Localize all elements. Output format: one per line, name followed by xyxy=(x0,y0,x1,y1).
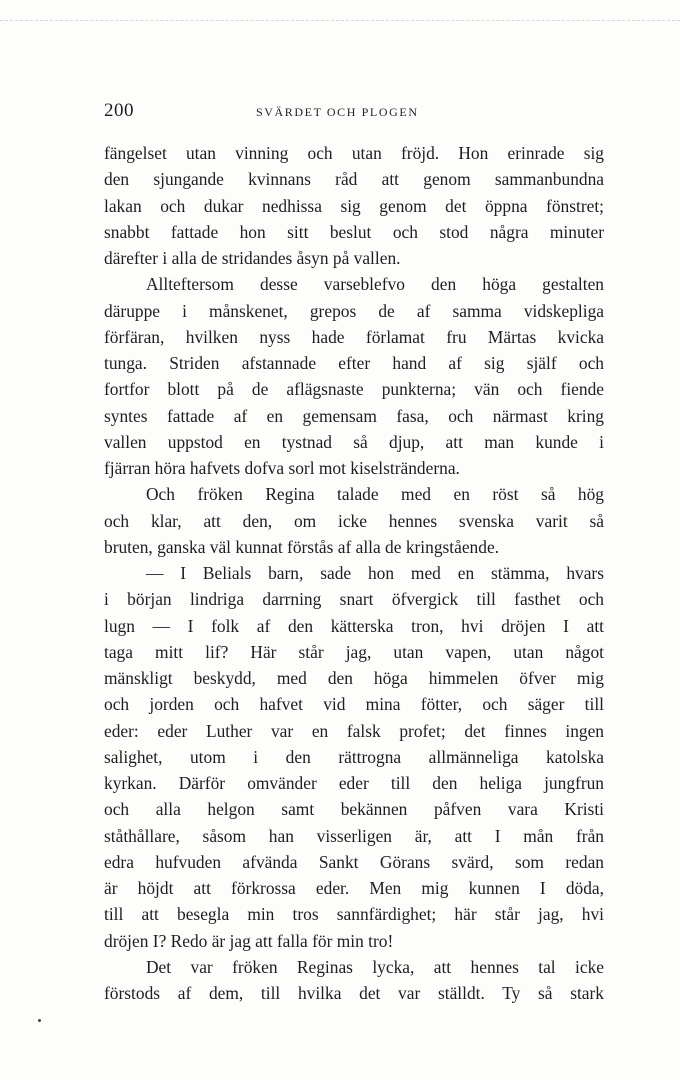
text-line: edra hufvuden afvända Sankt Görans svärd, som redan xyxy=(104,851,604,872)
text-line: och jorden och hafvet vid mina fötter, och säger till xyxy=(104,694,604,715)
text-line: taga mitt lif? Här står jag, utan vapen, utan något xyxy=(104,641,604,662)
scan-edge-line xyxy=(0,20,680,21)
text-line: — I Belials barn, sade hon med en stämma, hvars xyxy=(146,563,604,583)
text-line: snabbt fattade hon sitt beslut och stod några minuter xyxy=(104,221,604,242)
text-line: till att besegla min tros sannfärdighet; här står jag, hvi xyxy=(104,904,604,925)
page-header xyxy=(104,100,604,124)
text-line: den sjungande kvinnans råd att genom sammanbundna xyxy=(104,169,604,190)
text-line: vallen uppstod en tystnad så djup, att man kunde i xyxy=(104,431,604,452)
text-line: Allteftersom desse varseblefvo den höga gestalten xyxy=(146,274,604,295)
text-line: förfäran, hvilken nyss hade förlamat fru Märtas kvicka xyxy=(104,326,604,347)
body-text xyxy=(104,140,604,1006)
text-line: Och fröken Regina talade med en röst så hög xyxy=(146,484,604,505)
page-number: 200 xyxy=(104,100,134,121)
text-line: tunga. Striden afstannade efter hand af sig själf och xyxy=(104,353,604,373)
text-line: därefter i alla de stridandes åsyn på vallen. xyxy=(104,248,401,268)
text-line: är höjdt att förkrossa eder. Men mig kunnen I döda, xyxy=(104,878,604,898)
text-line: och klar, att den, om icke hennes svenska varit så xyxy=(104,510,604,531)
text-line: bruten, ganska väl kunnat förstås af alla de kringstående. xyxy=(104,536,500,557)
text-line: eder: eder Luther var en falsk profet; det finnes ingen xyxy=(104,720,604,741)
text-line: i början lindriga darrning snart öfvergick till fasthet och xyxy=(104,589,604,610)
text-line: fjärran höra hafvets dofva sorl mot kiselstränderna. xyxy=(104,458,460,478)
ink-speck xyxy=(38,1019,41,1022)
text-line: dröjen I? Redo är jag att falla för min tro! xyxy=(104,930,394,951)
text-line: Det var fröken Reginas lycka, att hennes tal icke xyxy=(146,956,604,977)
text-line: däruppe i månskenet, grepos de af samma vidskepliga xyxy=(104,300,604,321)
text-line: ståthållare, såsom han visserligen är, att I mån från xyxy=(104,825,604,846)
text-line: kyrkan. Därför omvänder eder till den heliga jungfrun xyxy=(104,773,604,793)
text-line: mänskligt beskydd, med den höga himmelen öfver mig xyxy=(104,668,604,688)
running-title: SVÄRDET OCH PLOGEN xyxy=(256,105,419,119)
text-line: fängelset utan vinning och utan fröjd. Hon erinrade sig xyxy=(104,143,604,163)
text-line: och alla helgon samt bekännen påfven vara Kristi xyxy=(104,799,604,820)
text-line: förstods af dem, till hvilka det var ställdt. Ty så stark xyxy=(104,983,604,1003)
text-line: lugn — I folk af den kätterska tron, hvi dröjen I att xyxy=(104,615,604,636)
text-line: syntes fattade af en gemensam fasa, och närmast kring xyxy=(104,405,604,426)
text-line: fortfor blott på de aflägsnaste punkterna; vän och fiende xyxy=(104,379,604,400)
text-line: salighet, utom i den rättrogna allmänneliga katolska xyxy=(104,746,604,767)
text-line: lakan och dukar nedhissa sig genom det öppna fönstret; xyxy=(104,195,604,216)
